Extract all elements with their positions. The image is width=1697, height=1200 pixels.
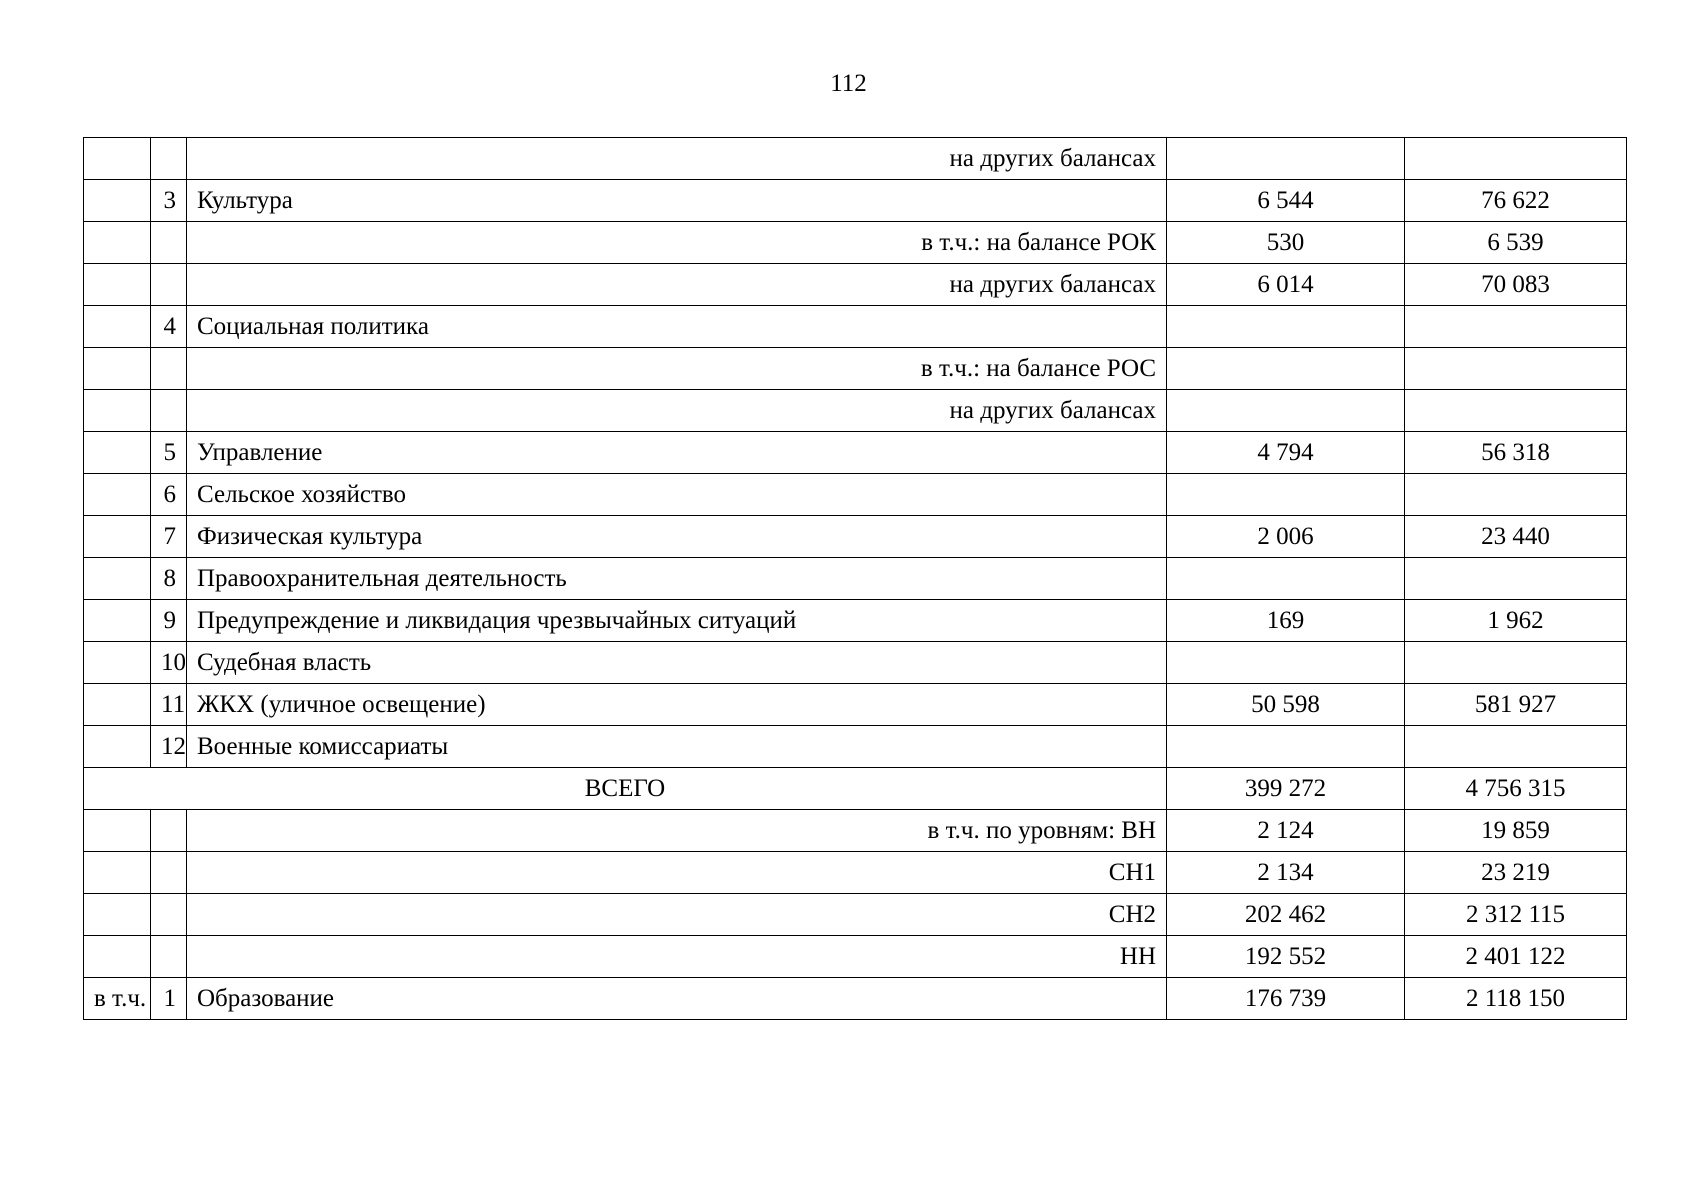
- prefix-cell: [84, 348, 151, 390]
- row-name-cell: Судебная власть: [187, 642, 1167, 684]
- prefix-cell: [84, 558, 151, 600]
- row-name-cell: на других балансах: [187, 390, 1167, 432]
- row-number-cell: 1: [151, 978, 187, 1020]
- row-number-cell: [151, 810, 187, 852]
- table-row: [84, 222, 1627, 264]
- table-row: [84, 558, 1627, 600]
- value-2-cell: 2 118 150: [1405, 978, 1627, 1020]
- prefix-cell: [84, 474, 151, 516]
- value-1-cell: [1167, 558, 1405, 600]
- table-row: [84, 306, 1627, 348]
- row-name-cell: Управление: [187, 432, 1167, 474]
- row-name-cell: в т.ч. по уровням: ВН: [187, 810, 1167, 852]
- prefix-cell: [84, 264, 151, 306]
- data-table: [83, 137, 1627, 1020]
- value-2-cell: 2 401 122: [1405, 936, 1627, 978]
- prefix-cell: [84, 306, 151, 348]
- row-number-cell: 10: [151, 642, 187, 684]
- value-2-cell: 1 962: [1405, 600, 1627, 642]
- value-1-cell: [1167, 726, 1405, 768]
- value-1-cell: 202 462: [1167, 894, 1405, 936]
- row-number-cell: 12: [151, 726, 187, 768]
- value-2-cell: 19 859: [1405, 810, 1627, 852]
- table-row: [84, 684, 1627, 726]
- row-number-cell: 3: [151, 180, 187, 222]
- value-2-cell: 56 318: [1405, 432, 1627, 474]
- table-row: [84, 180, 1627, 222]
- value-2-cell: 70 083: [1405, 264, 1627, 306]
- table-row: [84, 264, 1627, 306]
- value-2-cell: [1405, 474, 1627, 516]
- table-row: [84, 978, 1627, 1020]
- value-1-cell: 399 272: [1167, 768, 1405, 810]
- prefix-cell: [84, 516, 151, 558]
- value-2-cell: 4 756 315: [1405, 768, 1627, 810]
- table-row: [84, 726, 1627, 768]
- row-name-cell: Сельское хозяйство: [187, 474, 1167, 516]
- value-2-cell: 23 219: [1405, 852, 1627, 894]
- table-row: [84, 432, 1627, 474]
- prefix-cell: [84, 642, 151, 684]
- prefix-cell: [84, 726, 151, 768]
- value-1-cell: 2 124: [1167, 810, 1405, 852]
- value-2-cell: 76 622: [1405, 180, 1627, 222]
- row-number-cell: [151, 264, 187, 306]
- prefix-cell: [84, 600, 151, 642]
- value-2-cell: [1405, 642, 1627, 684]
- row-name-cell: Образование: [187, 978, 1167, 1020]
- table-body: [84, 138, 1627, 1020]
- value-2-cell: 581 927: [1405, 684, 1627, 726]
- row-number-cell: 6: [151, 474, 187, 516]
- row-name-cell: СН1: [187, 852, 1167, 894]
- prefix-cell: [84, 432, 151, 474]
- row-name-cell: на других балансах: [187, 138, 1167, 180]
- row-number-cell: [151, 936, 187, 978]
- table-row: [84, 600, 1627, 642]
- table-row: [84, 348, 1627, 390]
- prefix-cell: [84, 894, 151, 936]
- value-2-cell: 23 440: [1405, 516, 1627, 558]
- row-name-cell: Социальная политика: [187, 306, 1167, 348]
- value-2-cell: 6 539: [1405, 222, 1627, 264]
- value-1-cell: [1167, 138, 1405, 180]
- row-name-cell: в т.ч.: на балансе РОС: [187, 348, 1167, 390]
- table-row: [84, 516, 1627, 558]
- value-1-cell: 6 544: [1167, 180, 1405, 222]
- value-1-cell: 169: [1167, 600, 1405, 642]
- row-name-cell: Культура: [187, 180, 1167, 222]
- row-name-cell: в т.ч.: на балансе РОК: [187, 222, 1167, 264]
- value-2-cell: [1405, 348, 1627, 390]
- row-name-cell: Предупреждение и ликвидация чрезвычайных ситуаций: [187, 600, 1167, 642]
- value-1-cell: 530: [1167, 222, 1405, 264]
- value-1-cell: [1167, 642, 1405, 684]
- table-row: [84, 810, 1627, 852]
- row-number-cell: 9: [151, 600, 187, 642]
- value-1-cell: [1167, 306, 1405, 348]
- value-1-cell: 6 014: [1167, 264, 1405, 306]
- prefix-cell: в т.ч.: [84, 978, 151, 1020]
- row-number-cell: [151, 390, 187, 432]
- prefix-cell: [84, 222, 151, 264]
- value-2-cell: [1405, 558, 1627, 600]
- value-2-cell: [1405, 726, 1627, 768]
- prefix-cell: [84, 810, 151, 852]
- table-row: [84, 642, 1627, 684]
- prefix-cell: [84, 180, 151, 222]
- row-name-cell: Правоохранительная деятельность: [187, 558, 1167, 600]
- value-1-cell: [1167, 390, 1405, 432]
- value-1-cell: 2 134: [1167, 852, 1405, 894]
- table-row: [84, 474, 1627, 516]
- row-name-cell: на других балансах: [187, 264, 1167, 306]
- value-1-cell: 50 598: [1167, 684, 1405, 726]
- value-2-cell: 2 312 115: [1405, 894, 1627, 936]
- prefix-cell: [84, 390, 151, 432]
- value-1-cell: 176 739: [1167, 978, 1405, 1020]
- value-1-cell: 2 006: [1167, 516, 1405, 558]
- value-2-cell: [1405, 390, 1627, 432]
- value-2-cell: [1405, 138, 1627, 180]
- table-row: [84, 894, 1627, 936]
- row-name-cell: СН2: [187, 894, 1167, 936]
- row-number-cell: 4: [151, 306, 187, 348]
- table-row: [84, 768, 1627, 810]
- prefix-cell: [84, 684, 151, 726]
- row-number-cell: [151, 894, 187, 936]
- value-1-cell: 192 552: [1167, 936, 1405, 978]
- value-1-cell: [1167, 348, 1405, 390]
- row-number-cell: [151, 138, 187, 180]
- row-name-cell: Военные комиссариаты: [187, 726, 1167, 768]
- prefix-cell: [84, 138, 151, 180]
- row-number-cell: [151, 222, 187, 264]
- row-number-cell: 5: [151, 432, 187, 474]
- row-number-cell: [151, 852, 187, 894]
- row-number-cell: 11: [151, 684, 187, 726]
- total-label-cell: ВСЕГО: [84, 768, 1167, 810]
- row-name-cell: НН: [187, 936, 1167, 978]
- row-number-cell: 7: [151, 516, 187, 558]
- page-number: 112: [830, 70, 867, 97]
- value-1-cell: 4 794: [1167, 432, 1405, 474]
- row-name-cell: ЖКХ (уличное освещение): [187, 684, 1167, 726]
- row-name-cell: Физическая культура: [187, 516, 1167, 558]
- table-row: [84, 852, 1627, 894]
- table-row: [84, 936, 1627, 978]
- table-row: [84, 138, 1627, 180]
- table-row: [84, 390, 1627, 432]
- row-number-cell: [151, 348, 187, 390]
- prefix-cell: [84, 852, 151, 894]
- value-1-cell: [1167, 474, 1405, 516]
- row-number-cell: 8: [151, 558, 187, 600]
- value-2-cell: [1405, 306, 1627, 348]
- prefix-cell: [84, 936, 151, 978]
